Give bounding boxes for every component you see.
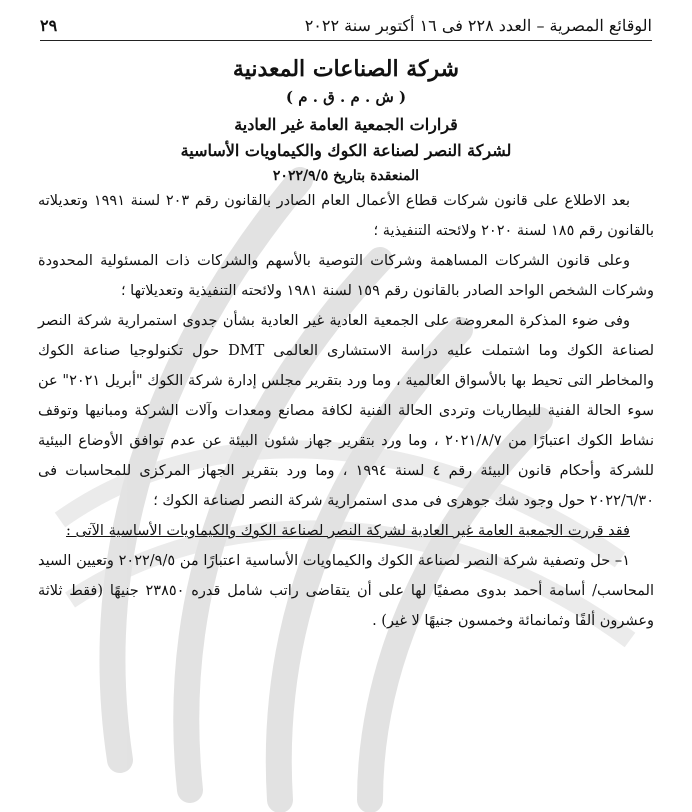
paragraph-memorandum: وفى ضوء المذكرة المعروضة على الجمعية العادية غير العادية بشأن جدوى استمرارية شركة النصر لصناعة الكوك وما اشتملت عليه دراسة الاستشارى العالمى DMT حول تكنولوجيا صناعة الكوك والمخاطر التى تحيط بها بالأسواق العالمية ، وما ورد بتقرير مجلس إدارة شركة الكوك "أبريل ٢٠٢١" عن سوء الحالة الفنية للبطاريات وتردى الحالة الفنية لكافة مصانع ومعدات وآلات الشركة ومبانيها وتوقف نشاط الكوك اعتبارًا من ٢٠٢١/٨/٧ ، وما ورد بتقرير جهاز شئون البيئة عن عدم توافق الأوضاع البيئية للشركة وأحكام قانون البيئة رقم ٤ لسنة ١٩٩٤ ، وما ورد بتقرير الجهاز المركزى للمحاسبات فى ٢٠٢٢/٦/٣٠ حول وجود شك جوهرى فى مدى استمرارية شركة النصر لصناعة الكوك ؛ xyxy=(38,313,654,509)
company-abbreviation: ( ش . م . ق . م ) xyxy=(285,88,407,106)
paragraph-law-203: بعد الاطلاع على قانون شركات قطاع الأعمال العام الصادر بالقانون رقم ٢٠٣ لسنة ١٩٩١ وتعديلاته بالقانون رقم ١٨٥ لسنة ٢٠٢٠ ولائحته التنفيذية ؛ xyxy=(38,193,654,239)
resolutions-title: قرارات الجمعية العامة غير العادية xyxy=(234,115,458,134)
meeting-date: المنعقدة بتاريخ ٢٠٢٢/٩/٥ xyxy=(272,168,420,184)
company-name: شركة الصناعات المعدنية xyxy=(232,56,460,82)
company-subtitle: لشركة النصر لصناعة الكوك والكيماويات الأساسية xyxy=(180,141,512,160)
page-header xyxy=(40,12,652,38)
paragraph-item-1: ١– حل وتصفية شركة النصر لصناعة الكوك والكيماويات الأساسية اعتبارًا من ٢٠٢٢/٩/٥ وتعيين السيد المحاسب/ أسامة أحمد بدوى مصفيًا لها على أن يتقاضى راتب شامل قدره ٢٣٨٥٠ جنيهًا (فقط ثلاثة وعشرون ألفًا وثمانمائة وخمسون جنيهًا لا غير) . xyxy=(38,553,655,629)
paragraph-law-159: وعلى قانون الشركات المساهمة وشركات التوصية بالأسهم والشركات ذات المسئولية المحدودة وشركات الشخص الواحد الصادر بالقانون رقم ١٥٩ لسنة ١٩٨١ ولائحته التنفيذية وتعديلاتها ؛ xyxy=(38,253,654,299)
document-body xyxy=(38,52,654,636)
header-divider xyxy=(40,40,652,41)
paragraph-resolved: فقد قررت الجمعية العامة غير العادية لشركة النصر لصناعة الكوك والكيماويات الأساسية الآتى : xyxy=(66,523,630,539)
page-number: ٢٩ xyxy=(40,15,58,35)
gazette-issue-line: الوقائع المصرية – العدد ٢٢٨ فى ١٦ أكتوبر سنة ٢٠٢٢ xyxy=(304,15,652,35)
